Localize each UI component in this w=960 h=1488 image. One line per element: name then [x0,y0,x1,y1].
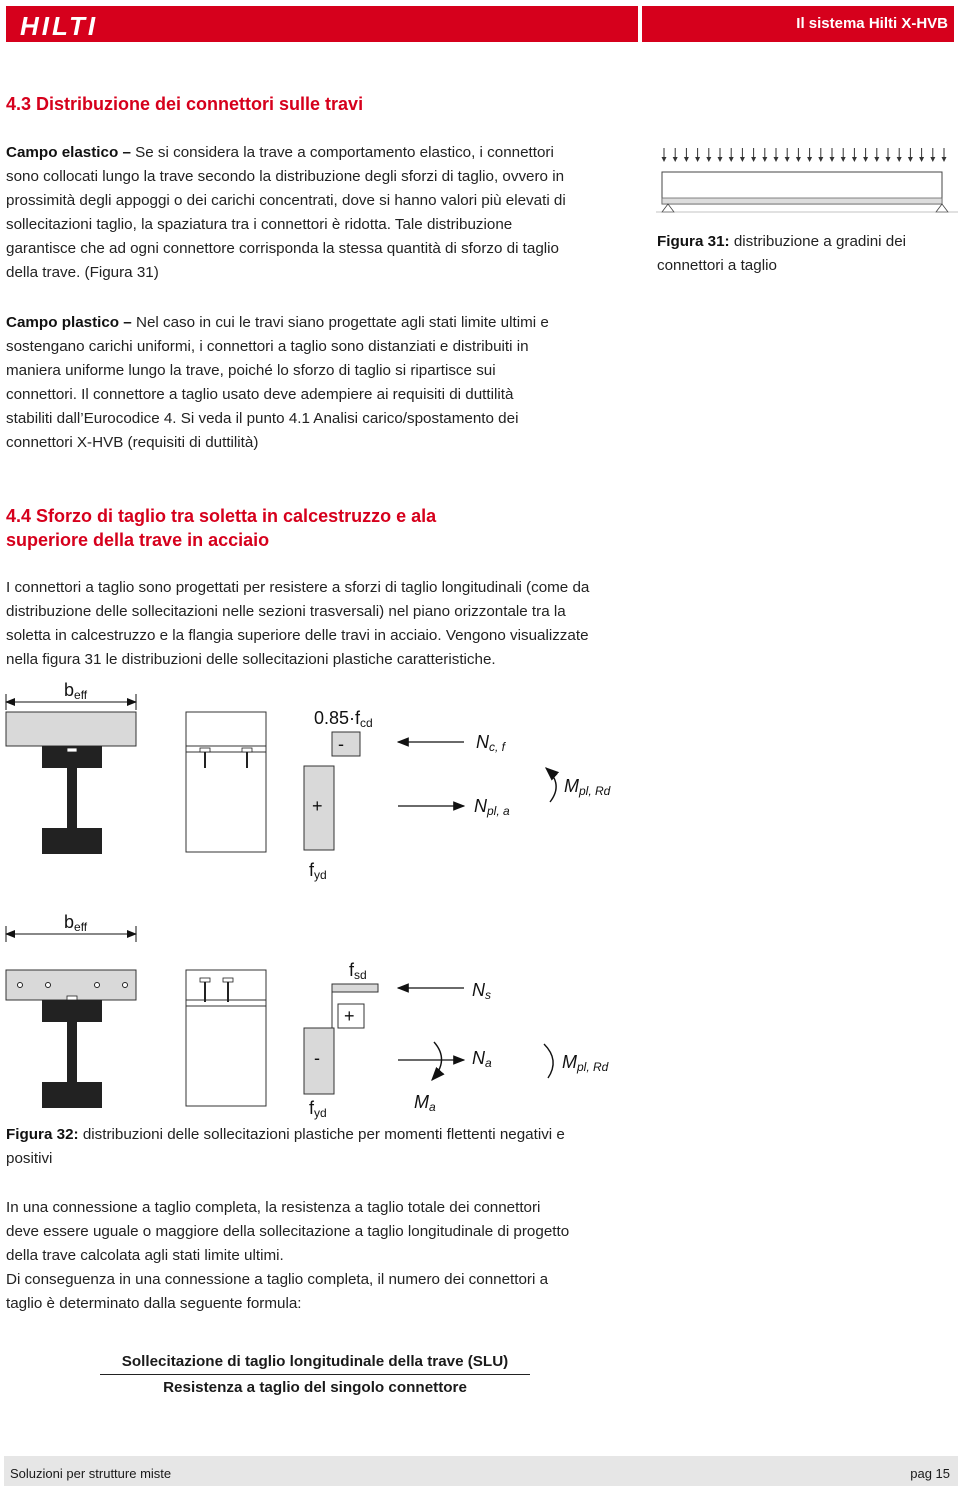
page-footer [4,1456,958,1486]
fcd-label: 0.85·fcd [314,708,373,730]
formula-numerator: Sollecitazione di taglio longitudinale della trave (SLU) [100,1350,530,1375]
minus-sign-bottom: - [314,1048,320,1068]
figure-31-caption: Figura 31: distribuzione a gradini dei connettori a taglio [657,233,907,274]
term-plastic: Campo plastico – [6,314,136,331]
minus-sign-top: - [338,734,344,754]
fsd-label: fsd [349,960,367,982]
page-number: pag 15 [910,1466,950,1481]
hilti-logo: HILTI [20,11,99,41]
figure-32-caption: Figura 32: distribuzioni delle sollecitazioni plastiche per momenti flettenti negativi e positivi [6,1126,565,1167]
section-44-paragraph-2: In una connessione a taglio completa, la resistenza a taglio totale dei connettori deve essere uguale o maggiore della sollecitazione a taglio longitudinale di progetto della trave calcolata agli stati limite ultimi. Di conseguenza in una connessione a taglio completa, il numero dei connettori a taglio è determinato dalla seguente formula: [6,1199,570,1312]
plus-sign-bottom: + [344,1006,355,1026]
figure-32-plastic-stress-distributions [4,676,644,1128]
fyd-label-bottom: fyd [309,1098,327,1120]
ncf-label: Nc, f [476,732,506,754]
logo-bar [6,6,638,42]
na-label: Na [472,1048,492,1070]
beff-label-bottom: beff [64,912,88,934]
npla-label: Npl, a [474,796,510,818]
mplrd-label-top: Mpl, Rd [564,776,611,798]
bottom-diagram [6,912,609,1120]
fyd-label-top: fyd [309,860,327,882]
section-43-heading: 4.3 Distribuzione dei connettori sulle travi [6,94,364,114]
support-right [936,204,948,212]
top-diagram [6,680,611,882]
ma-label: Ma [414,1092,436,1114]
mplrd-label-bottom: Mpl, Rd [562,1052,609,1074]
load-arrows [662,148,947,162]
footer-title: Soluzioni per strutture miste [10,1466,172,1481]
beff-label-top: beff [64,680,88,702]
ns-label: Ns [472,980,491,1002]
section-44-paragraph-1: I connettori a taglio sono progettati per resistere a sforzi di taglio longitudinali (come da distribuzione delle sollecitazioni nelle sezioni trasversali) nel piano orizzontale tra la soletta in calcestruzzo e la flangia superiore delle travi in acciaio. Vengono visualizzate nella figura 31 le distribuzioni delle sollecitazioni plastiche caratteristiche. [6,579,590,668]
section-44-heading: 4.4 Sforzo di taglio tra soletta in calcestruzzo e ala superiore della trave in acciaio [6,506,437,550]
page-header [6,6,954,42]
section-43-paragraph-2: Campo plastico – Nel caso in cui le travi siano progettate agli stati limite ultimi e sostengano carichi uniformi, i connettori a taglio sono distanziati e distribuiti in maniera uniforme lungo la trave, poiché lo sforzo di taglio si ripartisce sui connettori. Il connettore a taglio usato deve adempiere ai requisiti di duttilità stabiliti dall’Eurocodice 4. Si veda il punto 4.1 Analisi carico/spostamento dei connettori X-HVB (requisiti di duttilità) [6,314,549,451]
plus-sign-top: + [312,796,323,816]
term-elastic: Campo elastico – [6,144,136,161]
system-title: Il sistema Hilti X-HVB [796,15,948,32]
support-left [662,204,674,212]
formula-denominator: Resistenza a taglio del singolo connettore [163,1379,467,1396]
section-43-paragraph-1: Campo elastico – Se si considera la trave a comportamento elastico, i connettori sono collocati lungo la trave secondo la distribuzione degli sforzi di taglio, ovvero in prossimità degli appoggi o dei carichi concentrati, dove si hanno valori più elevati di sollecitazioni taglio, la spaziatura tra i connettori è ridotta. Tale distribuzione garantisce che ad ogni connettore corrisponda la stessa quantità di sforzo di taglio della trave. (Figura 31) [6,144,566,281]
figure-31-stepped-distribution [656,146,958,220]
system-title-bar [642,6,954,42]
